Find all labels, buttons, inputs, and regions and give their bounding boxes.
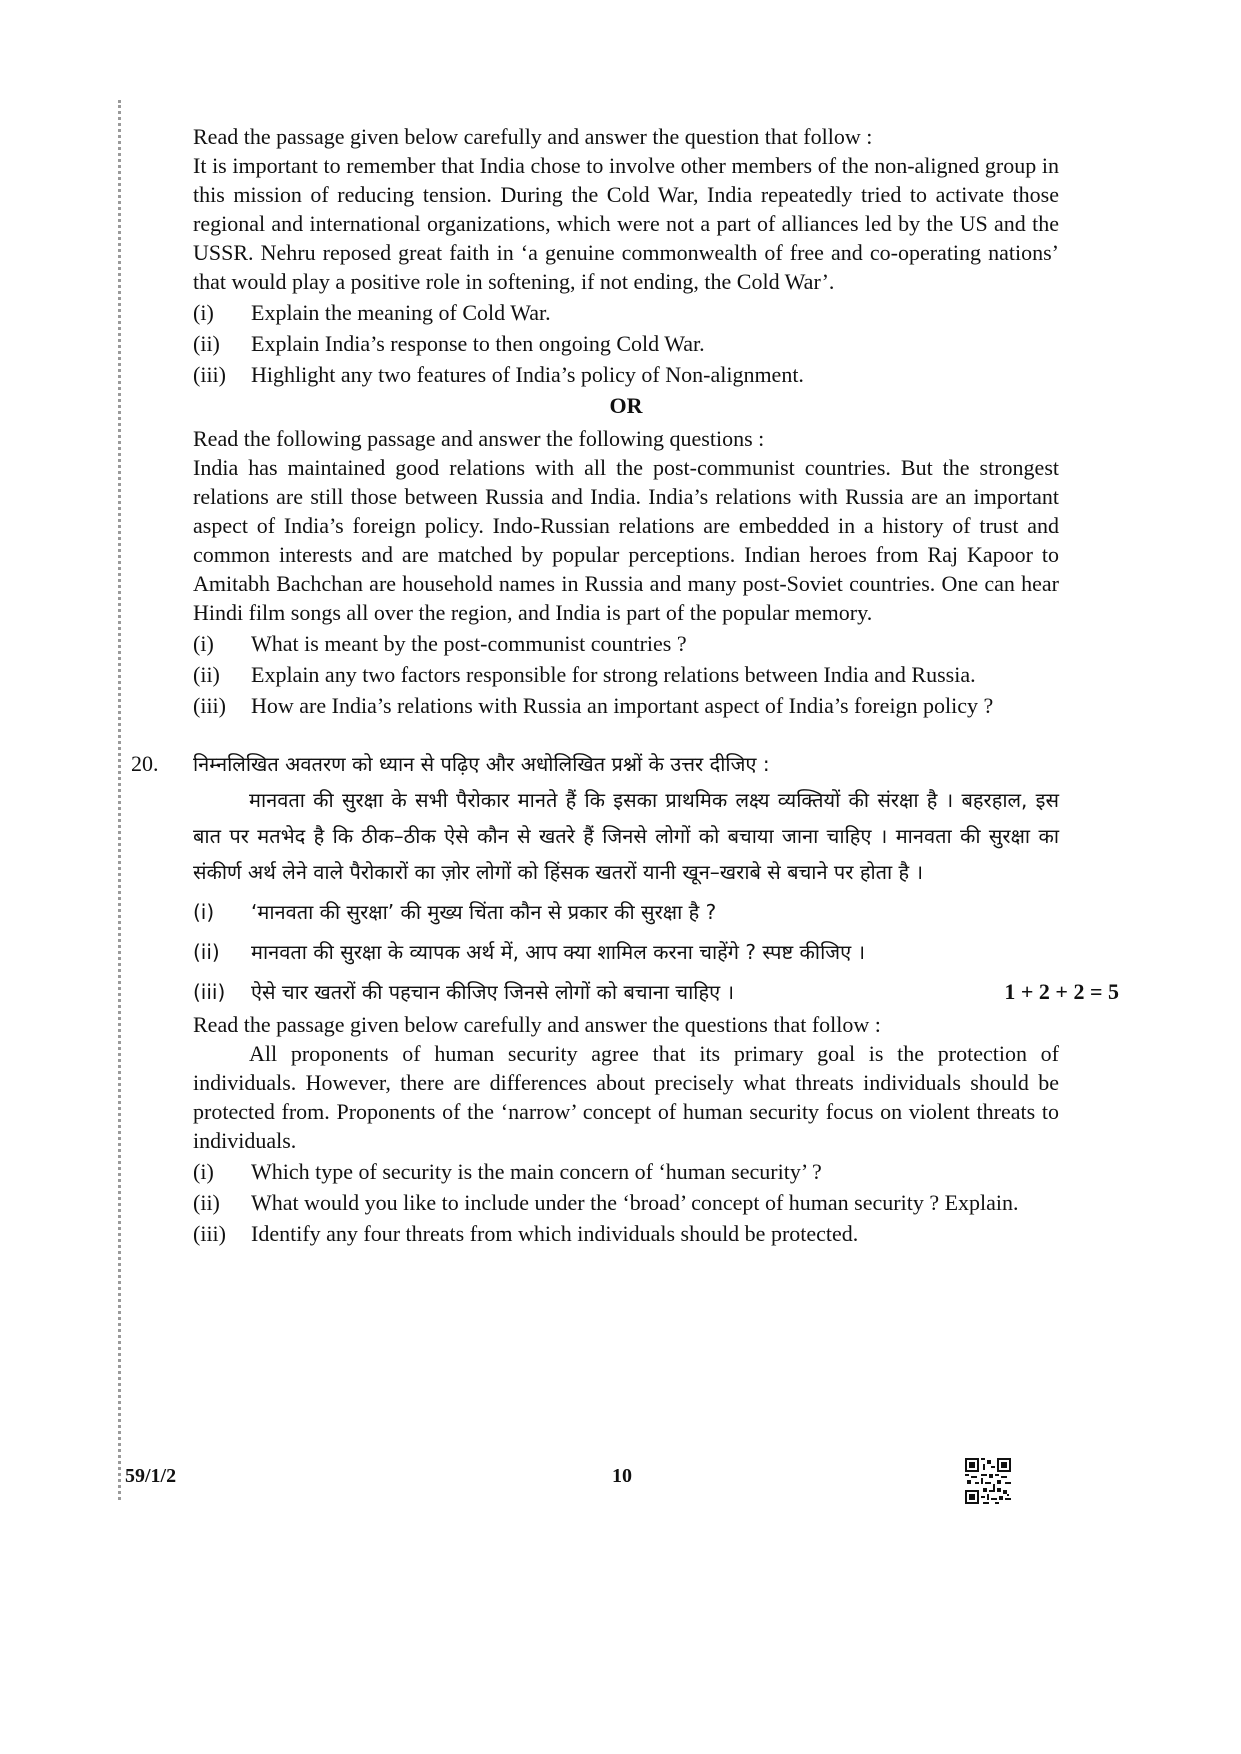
- question-number: (i): [193, 900, 215, 924]
- question-number: (i): [193, 300, 214, 325]
- q19-alt-question-list: [193, 629, 1059, 720]
- question-text: ‘मानवता की सुरक्षा’ की मुख्य चिंता कौन से प्रकार की सुरक्षा है ?: [251, 900, 717, 924]
- question-number: (ii): [193, 331, 220, 356]
- question-text: ऐसे चार खतरों की पहचान कीजिए जिनसे लोगों को बचाना चाहिए ।: [251, 980, 735, 1004]
- question-number: (iii): [193, 980, 226, 1004]
- list-item: [193, 1188, 1059, 1217]
- marks-distribution: 1 + 2 + 2 = 5: [1004, 979, 1119, 1004]
- question-number: (i): [193, 631, 214, 656]
- question-number: (ii): [193, 1190, 220, 1215]
- qr-code-icon: [965, 1458, 1011, 1504]
- q20-hindi-question-list: [193, 894, 1119, 1010]
- q19-alt-passage: India has maintained good relations with all the post-communist countries. But the strongest relations are still those between Russia and India. India’s relations with Russia are an important aspect of India’s foreign policy. Indo-Russian relations are embedded in a history of trust and common interests and are matched by popular perceptions. Indian heroes from Raj Kapoor to Amitabh Bachchan are household names in Russia and many post-Soviet countries. One can hear Hindi film songs all over the region, and India is part of the popular memory.: [193, 455, 1059, 625]
- paper-code: 59/1/2: [125, 1465, 177, 1487]
- question-20-block: [131, 746, 1119, 1248]
- question-text: Identify any four threats from which individuals should be protected.: [251, 1221, 859, 1246]
- q20-question-list: [193, 1157, 1059, 1248]
- q19-passage: It is important to remember that India chose to involve other members of the non-aligned group in this mission of reducing tension. During the Cold War, India repeatedly tried to activate those regional and international organizations, which were not a part of alliances led by the US and the USSR. Nehru reposed great faith in ‘a genuine commonwealth of free and co-operating nations’ that would play a positive role in softening, if not ending, the Cold War’.: [193, 153, 1059, 294]
- list-item: [193, 660, 1059, 689]
- list-item: [193, 974, 1119, 1010]
- or-separator: OR: [609, 393, 643, 418]
- list-item: [193, 894, 1059, 930]
- list-item: [193, 329, 1059, 358]
- q19-alt-intro: Read the following passage and answer the following questions :: [193, 426, 765, 451]
- q19-question-list: [193, 298, 1059, 389]
- question-text: What would you like to include under the ‘broad’ concept of human security ? Explain.: [251, 1190, 1019, 1215]
- q20-passage: All proponents of human security agree that its primary goal is the protection of individuals. However, there are differences about precisely what threats individuals should be protected from. Proponents of the ‘narrow’ concept of human security focus on violent threats to individuals.: [193, 1041, 1059, 1153]
- question-number: (iii): [193, 362, 226, 387]
- question-number: (iii): [193, 693, 226, 718]
- question-text: Highlight any two features of India’s policy of Non-alignment.: [251, 362, 804, 387]
- margin-dotted-line: [118, 100, 121, 1500]
- question-number: (iii): [193, 1221, 226, 1246]
- question-number: (ii): [193, 662, 220, 687]
- list-item: [193, 934, 1059, 970]
- question-text: How are India’s relations with Russia an important aspect of India’s foreign policy ?: [251, 693, 994, 718]
- q19-intro: Read the passage given below carefully and answer the question that follow :: [193, 124, 873, 149]
- question-text: Explain India’s response to then ongoing Cold War.: [251, 331, 705, 356]
- question-number: (i): [193, 1159, 214, 1184]
- q20-hindi-passage: मानवता की सुरक्षा के सभी पैरोकार मानते हैं कि इसका प्राथमिक लक्ष्य व्यक्तियों की संरक्षा है । बहरहाल, इस बात पर मतभेद है कि ठीक–ठीक ऐसे कौन से खतरे हैं जिनसे लोगों को बचाया जाना चाहिए । मानवता की सुरक्षा का संकीर्ण अर्थ लेने वाले पैरोकारों का ज़ोर लोगों को हिंसक खतरों यानी खून–खराबे से बचाने पर होता है ।: [193, 788, 1059, 884]
- list-item: [193, 1219, 1059, 1248]
- question-text: Which type of security is the main concern of ‘human security’ ?: [251, 1159, 822, 1184]
- list-item: [193, 629, 1059, 658]
- list-item: [193, 1157, 1059, 1186]
- question-text: Explain any two factors responsible for strong relations between India and Russia.: [251, 662, 976, 687]
- q20-intro: Read the passage given below carefully and answer the questions that follow :: [193, 1012, 881, 1037]
- question-text: मानवता की सुरक्षा के व्यापक अर्थ में, आप क्या शामिल करना चाहेंगे ? स्पष्ट कीजिए ।: [251, 940, 866, 964]
- list-item: [193, 691, 1059, 720]
- question-text: Explain the meaning of Cold War.: [251, 300, 551, 325]
- page-number: 10: [612, 1465, 632, 1487]
- page-content: [131, 122, 1119, 1250]
- list-item: [193, 298, 1059, 327]
- question-text: What is meant by the post-communist countries ?: [251, 631, 687, 656]
- list-item: [193, 360, 1059, 389]
- q20-hindi-intro: निम्नलिखित अवतरण को ध्यान से पढ़िए और अधोलिखित प्रश्नों के उत्तर दीजिए :: [193, 752, 770, 776]
- question-number-20: 20.: [131, 751, 159, 776]
- question-number: (ii): [193, 940, 220, 964]
